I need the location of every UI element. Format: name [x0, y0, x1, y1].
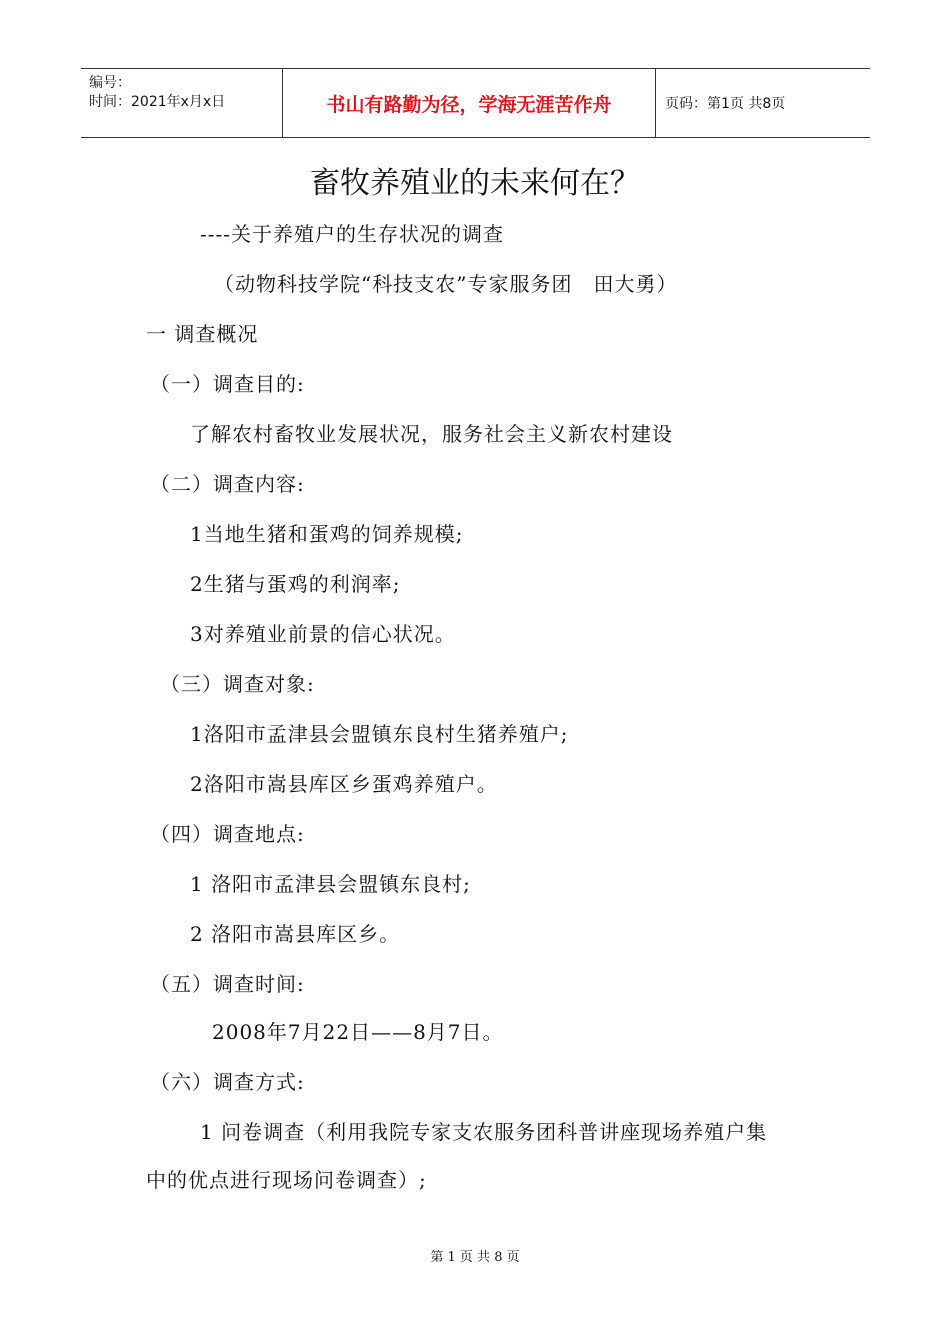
heading-targets: （三）调查对象:	[160, 672, 315, 696]
time-text: 2008年7月22日——8月7日。	[212, 1020, 504, 1044]
header-left-cell	[81, 69, 282, 137]
document-header	[81, 68, 870, 138]
section-heading-overview: 一 调查概况	[146, 322, 259, 346]
location-item-1: 1 洛阳市孟津县会盟镇东良村;	[190, 872, 471, 896]
method-item-1-line-1: 1 问卷调查（利用我院专家支农服务团科普讲座现场养殖户集	[200, 1120, 768, 1144]
doc-date: 时间：2021年x月x日	[89, 94, 226, 110]
header-page-info: 页码：第1页 共8页	[665, 96, 786, 112]
content-item-1: 1当地生猪和蛋鸡的饲养规模;	[190, 522, 464, 546]
page-footer: 第 1 页 共 8 页	[430, 1250, 520, 1265]
subtitle: ----关于养殖户的生存状况的调查	[200, 222, 505, 246]
heading-content: （二）调查内容:	[150, 472, 305, 496]
doc-number-label: 编号：	[89, 75, 131, 91]
location-item-2: 2 洛阳市嵩县库区乡。	[190, 922, 401, 946]
target-item-1: 1洛阳市孟津县会盟镇东良村生猪养殖户;	[190, 722, 569, 746]
heading-location: （四）调查地点:	[150, 822, 305, 846]
page-title: 畜牧养殖业的未来何在？	[310, 166, 640, 201]
heading-purpose: （一）调查目的:	[150, 372, 305, 396]
purpose-text: 了解农村畜牧业发展状况，服务社会主义新农村建设	[190, 422, 673, 446]
header-motto: 书山有路勤为径，学海无涯苦作舟	[282, 69, 656, 137]
content-item-2: 2生猪与蛋鸡的利润率;	[190, 572, 401, 596]
author-line: （动物科技学院“科技支农”专家服务团 田大勇）	[214, 272, 678, 296]
target-item-2: 2洛阳市嵩县库区乡蛋鸡养殖户。	[190, 772, 498, 796]
method-item-1-line-2: 中的优点进行现场问卷调查）;	[146, 1168, 427, 1192]
heading-time: （五）调查时间:	[150, 972, 305, 996]
content-item-3: 3对养殖业前景的信心状况。	[190, 622, 456, 646]
heading-method: （六）调查方式:	[150, 1070, 305, 1094]
